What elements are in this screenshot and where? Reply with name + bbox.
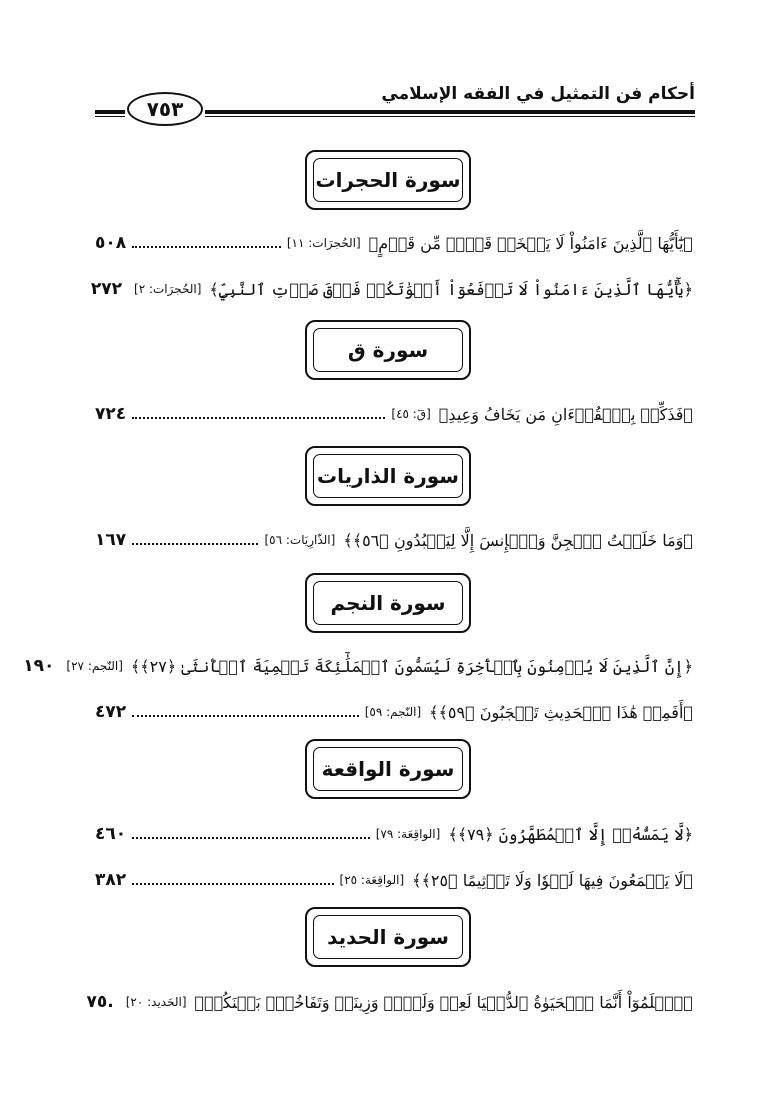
verse-entry bbox=[95, 398, 693, 430]
book-title: أحكام فن التمثيل في الفقه الإسلامي bbox=[381, 84, 695, 104]
verse-text: ﴿لَّا يَمَسُّهُۥٓ إِلَّا ٱلۡمُطَهَّرُونَ ﴿٧٩﴾﴾ bbox=[448, 824, 693, 844]
verse-reference: [قٓ: ٤٥] bbox=[391, 407, 431, 421]
surah-title: سورة النجم bbox=[313, 581, 463, 625]
page-reference: ٤٧٢ bbox=[95, 702, 127, 722]
verse-text: ﴿يَٰٓأَيُّهَا ٱلَّذِينَ ءَامَنُواْ لَا تَرۡفَعُوٓاْ أَصۡوَٰتَكُمۡ فَوۡقَ صَوۡتِ ٱلنَّبِيِّ﴾ bbox=[209, 279, 693, 299]
header-rule bbox=[205, 110, 695, 117]
verse-entry bbox=[95, 227, 693, 259]
verse-text: ﴿إِنَّ ٱلَّذِينَ لَا يُؤۡمِنُونَ بِٱلۡأٓخِرَةِ لَيُسَمُّونَ ٱلۡمَلَٰٓئِكَةَ تَسۡمِيَةَ ٱلۡأُنثَىٰ ﴿٢٧﴾﴾ bbox=[130, 656, 693, 676]
leader-dots bbox=[132, 883, 333, 885]
page-header bbox=[95, 78, 695, 124]
verse-entry bbox=[90, 273, 693, 305]
surah-title-box bbox=[305, 150, 471, 210]
surah-title: سورة الذاريات bbox=[313, 454, 463, 498]
page-reference: ٣٨٢ bbox=[95, 870, 127, 890]
page-reference: ٥٠٨ bbox=[95, 233, 127, 253]
page-reference: ٤٦٠ bbox=[95, 824, 127, 844]
verse-reference: [الحَديد: ٢٠] bbox=[125, 995, 187, 1009]
leader-dots bbox=[132, 543, 258, 545]
verse-entry bbox=[86, 986, 693, 1018]
page-number: ٧٥٣ bbox=[127, 92, 203, 126]
verse-entry bbox=[95, 696, 693, 728]
page-reference: ٧٥. bbox=[86, 992, 114, 1012]
surah-title: سورة الواقعة bbox=[313, 747, 463, 791]
leader-dots bbox=[132, 246, 281, 248]
page-reference: ١٩٠ bbox=[23, 656, 55, 676]
page-reference: ٧٢٤ bbox=[95, 404, 127, 424]
verse-text: ﴿أَفَمِنۡ هَٰذَا ٱلۡحَدِيثِ تَعۡجَبُونَ ﴿٥٩﴾﴾ bbox=[429, 702, 693, 722]
surah-title: سورة ق bbox=[313, 328, 463, 372]
surah-title-box bbox=[305, 739, 471, 799]
surah-title: سورة الحديد bbox=[313, 915, 463, 959]
verse-text: ﴿يَٰٓأَيُّهَا ٱلَّذِينَ ءَامَنُواْ لَا يَسۡخَرۡ قَوۡمٞ مِّن قَوۡمٍ﴾ bbox=[368, 233, 693, 253]
verse-entry bbox=[23, 650, 693, 682]
verse-reference: [النّجم: ٢٧] bbox=[66, 659, 123, 673]
verse-reference: [الحُجرَات: ١١] bbox=[286, 236, 361, 250]
verse-text: ﴿لَا يَسۡمَعُونَ فِيهَا لَغۡوٗا وَلَا تَأۡثِيمًا ﴿٢٥﴾﴾ bbox=[412, 870, 693, 890]
verse-entry bbox=[95, 818, 693, 850]
verse-reference: [الواقِعَة: ٢٥] bbox=[339, 873, 405, 887]
page-reference: ٢٧٢ bbox=[90, 279, 122, 299]
surah-title-box bbox=[305, 907, 471, 967]
verse-reference: [الواقِعَة: ٧٩] bbox=[375, 827, 441, 841]
surah-title-box bbox=[305, 320, 471, 380]
verse-reference: [الذّارِيَات: ٥٦] bbox=[264, 533, 336, 547]
leader-dots bbox=[132, 837, 370, 839]
verse-text: ﴿فَذَكِّرۡ بِٱلۡقُرۡءَانِ مَن يَخَافُ وَعِيدِ﴾ bbox=[438, 404, 693, 424]
leader-dots bbox=[132, 715, 359, 717]
verse-entry bbox=[95, 524, 693, 556]
verse-text: ﴿ٱعۡلَمُوٓاْ أَنَّمَا ٱلۡحَيَوٰةُ ٱلدُّنۡيَا لَعِبٞ وَلَهۡوٞ وَزِينَةٞ وَتَفَاخُرُۢ بَيۡنَكُمۡ﴾ bbox=[194, 992, 693, 1012]
page-reference: ١٦٧ bbox=[95, 530, 127, 550]
surah-title-box bbox=[305, 446, 471, 506]
verse-entry bbox=[95, 864, 693, 896]
verse-reference: [الحُجرَات: ٢] bbox=[134, 282, 202, 296]
leader-dots bbox=[132, 417, 385, 419]
surah-title-box bbox=[305, 573, 471, 633]
header-rule-left bbox=[95, 110, 125, 117]
surah-title: سورة الحجرات bbox=[313, 158, 463, 202]
verse-text: ﴿وَمَا خَلَقۡتُ ٱلۡجِنَّ وَٱلۡإِنسَ إِلَّا لِيَعۡبُدُونِ ﴿٥٦﴾﴾ bbox=[343, 530, 693, 550]
verse-reference: [النّجم: ٥٩] bbox=[364, 705, 422, 719]
